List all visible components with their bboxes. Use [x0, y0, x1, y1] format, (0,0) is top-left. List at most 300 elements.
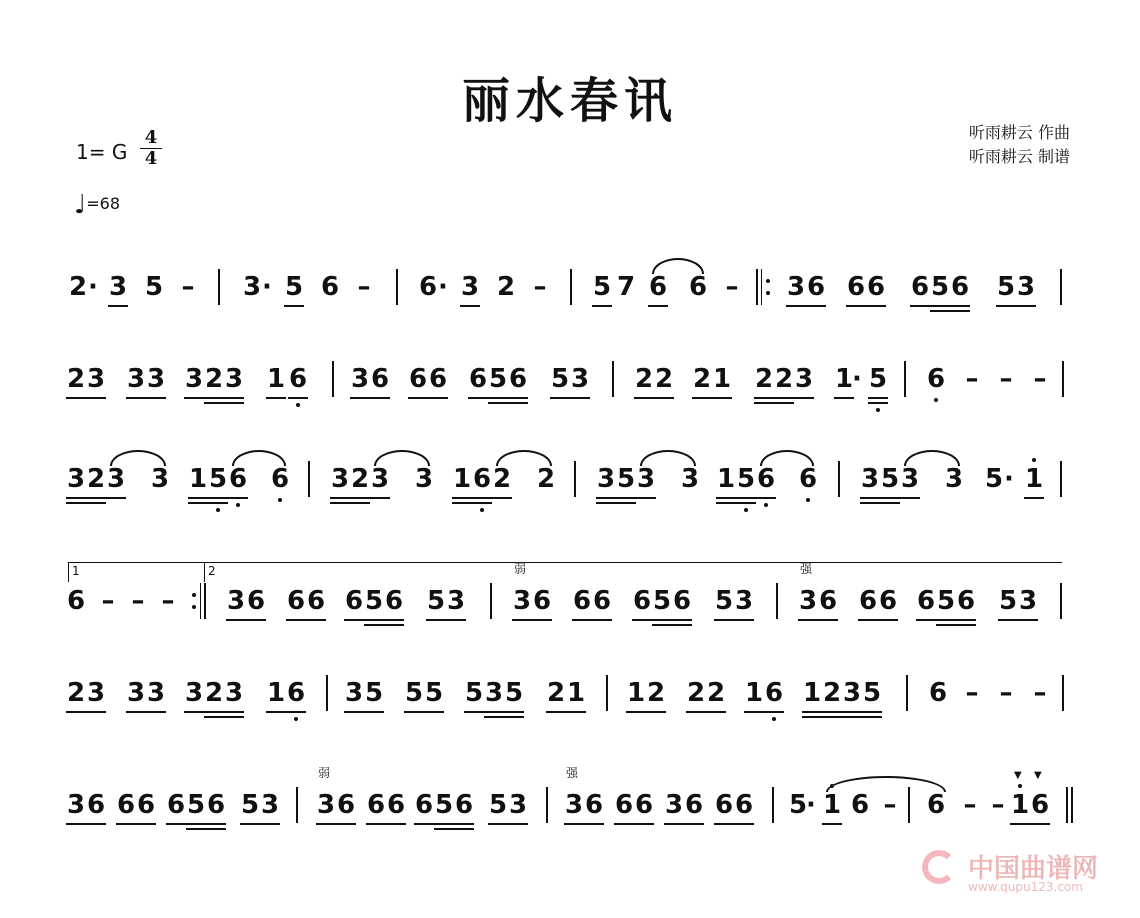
barline: [1062, 361, 1064, 397]
tempo-marking: [74, 190, 120, 220]
eighth-underline: [116, 823, 136, 825]
low-octave-dot: [278, 498, 282, 502]
jianpu-note: 1: [452, 464, 472, 494]
eighth-underline: [532, 619, 552, 621]
eighth-underline: [288, 397, 308, 399]
low-octave-dot: [876, 408, 880, 412]
jianpu-note: 5: [616, 464, 636, 494]
eighth-underline: [818, 619, 838, 621]
jianpu-note: 6: [764, 678, 784, 708]
eighth-underline: [446, 619, 466, 621]
eighth-underline: [636, 497, 656, 499]
volta-first-number: 1: [72, 564, 80, 578]
sixteenth-underline: [330, 502, 350, 504]
sixteenth-underline: [504, 716, 524, 718]
jianpu-note: 5: [714, 586, 734, 616]
eighth-underline: [224, 711, 244, 713]
jianpu-note: 5: [504, 678, 524, 708]
eighth-underline: [664, 823, 684, 825]
jianpu-note: 6: [634, 790, 654, 820]
sixteenth-underline: [842, 716, 862, 718]
volta-bracket: [68, 562, 1062, 563]
jianpu-note: 3: [596, 464, 616, 494]
sixteenth-underline: [434, 828, 454, 830]
repeat-end-barline: [204, 583, 206, 619]
eighth-underline: [260, 823, 280, 825]
sixteenth-underline: [956, 624, 976, 626]
jianpu-note: 6: [428, 364, 448, 394]
jianpu-note: 5: [592, 272, 612, 302]
jianpu-note: 6: [246, 586, 266, 616]
jianpu-note: 5: [652, 586, 672, 616]
jianpu-note: 3: [860, 464, 880, 494]
eighth-underline: [996, 305, 1016, 307]
time-signature: [140, 128, 162, 169]
jianpu-note: 1: [716, 464, 736, 494]
jianpu-note: 5: [736, 464, 756, 494]
jianpu-note: 3: [664, 790, 684, 820]
jianpu-note: 6: [206, 790, 226, 820]
jianpu-note: 3: [1018, 586, 1038, 616]
low-octave-dot: [296, 403, 300, 407]
jianpu-note: 6: [926, 364, 946, 394]
augmentation-dot: ·: [262, 272, 272, 302]
jianpu-note: 3: [260, 790, 280, 820]
eighth-underline: [734, 823, 754, 825]
jianpu-note: 3: [108, 272, 128, 302]
eighth-underline: [868, 397, 888, 399]
accent-icon: ▼: [1034, 770, 1042, 781]
time-signature-numerator: 4: [140, 128, 162, 149]
eighth-underline: [686, 711, 706, 713]
eighth-underline: [714, 619, 734, 621]
eighth-underline: [692, 397, 712, 399]
barline: [326, 675, 328, 711]
sixteenth-underline: [736, 502, 756, 504]
eighth-underline: [754, 397, 774, 399]
jianpu-note: 2: [204, 364, 224, 394]
jianpu-note: 6: [850, 790, 870, 820]
eighth-underline: [108, 305, 128, 307]
eighth-underline: [492, 497, 512, 499]
jianpu-note: 2: [492, 464, 512, 494]
eighth-underline: [286, 711, 306, 713]
score-row: [0, 678, 1140, 738]
jianpu-note: 2: [66, 364, 86, 394]
jianpu-note: 6: [366, 790, 386, 820]
jianpu-note: 6: [370, 364, 390, 394]
low-octave-dot: [480, 508, 484, 512]
eighth-underline: [226, 619, 246, 621]
sixteenth-underline: [774, 402, 794, 404]
eighth-underline: [672, 619, 692, 621]
eighth-underline: [786, 305, 806, 307]
jianpu-note: 3: [106, 464, 126, 494]
eighth-underline: [654, 397, 674, 399]
eighth-underline: [366, 823, 386, 825]
barline: [1060, 461, 1062, 497]
eighth-underline: [634, 397, 654, 399]
jianpu-note: 1: [626, 678, 646, 708]
eighth-underline: [546, 711, 566, 713]
eighth-underline: [384, 619, 404, 621]
eighth-underline: [866, 305, 886, 307]
sixteenth-underline: [350, 502, 370, 504]
sustain-dash: –: [999, 364, 1013, 394]
eighth-underline: [464, 711, 484, 713]
eighth-underline: [246, 619, 266, 621]
low-octave-dot: [236, 503, 240, 507]
sixteenth-underline: [488, 402, 508, 404]
jianpu-note: 6: [286, 678, 306, 708]
repeat-end-thin: [200, 583, 201, 619]
eighth-underline: [652, 619, 672, 621]
sustain-dash: –: [883, 790, 897, 820]
arranger-credit: 听雨耕云 制谱: [968, 147, 1070, 166]
barline: [906, 675, 908, 711]
score-row: [0, 464, 1140, 524]
barline: [1060, 269, 1062, 305]
jianpu-note: 6: [1030, 790, 1050, 820]
jianpu-note: 3: [1016, 272, 1036, 302]
jianpu-note: 3: [184, 678, 204, 708]
eighth-underline: [550, 397, 570, 399]
eighth-underline: [508, 823, 528, 825]
sixteenth-underline: [802, 716, 822, 718]
dynamic-soft: 弱: [514, 562, 527, 576]
repeat-start-thin: [761, 269, 762, 305]
jianpu-note: 1: [188, 464, 208, 494]
jianpu-note: 5: [996, 272, 1016, 302]
eighth-underline: [858, 619, 878, 621]
sixteenth-underline: [596, 502, 616, 504]
jianpu-note: 6: [798, 464, 818, 494]
jianpu-note: 6: [648, 272, 668, 302]
eighth-underline: [330, 497, 350, 499]
high-octave-dot: [1018, 784, 1022, 788]
jianpu-note: 3: [460, 272, 480, 302]
eighth-underline: [930, 305, 950, 307]
barline: [490, 583, 492, 619]
jianpu-note: 3: [944, 464, 964, 494]
jianpu-note: 3: [126, 364, 146, 394]
jianpu-note: 5: [880, 464, 900, 494]
sixteenth-underline: [66, 502, 86, 504]
eighth-underline: [806, 305, 826, 307]
sustain-dash: –: [965, 364, 979, 394]
eighth-underline: [936, 619, 956, 621]
sustain-dash: –: [131, 586, 145, 616]
jianpu-note: 1: [822, 790, 842, 820]
barline: [1060, 583, 1062, 619]
eighth-underline: [734, 619, 754, 621]
eighth-underline: [632, 619, 652, 621]
sixteenth-underline: [364, 624, 384, 626]
jianpu-note: 3: [794, 364, 814, 394]
low-octave-dot: [806, 498, 810, 502]
eighth-underline: [228, 497, 248, 499]
augmentation-dot: ·: [1004, 464, 1014, 494]
eighth-underline: [744, 711, 764, 713]
sustain-dash: –: [161, 586, 175, 616]
eighth-underline: [266, 397, 286, 399]
eighth-underline: [364, 711, 384, 713]
score-title: 丽水春讯: [461, 73, 678, 129]
eighth-underline: [468, 397, 488, 399]
eighth-underline: [66, 397, 86, 399]
eighth-underline: [136, 823, 156, 825]
jianpu-note: 3: [636, 464, 656, 494]
jianpu-note: 3: [330, 464, 350, 494]
jianpu-note: 2: [692, 364, 712, 394]
eighth-underline: [592, 305, 612, 307]
eighth-underline: [684, 823, 704, 825]
jianpu-note: 6: [916, 586, 936, 616]
jianpu-note: 5: [284, 272, 304, 302]
jianpu-note: 3: [150, 464, 170, 494]
jianpu-note: 6: [418, 272, 438, 302]
eighth-underline: [204, 711, 224, 713]
jianpu-note: 2: [634, 364, 654, 394]
composer-credit: 听雨耕云 作曲: [968, 123, 1070, 142]
jianpu-note: 3: [564, 790, 584, 820]
jianpu-note: 2: [654, 364, 674, 394]
sixteenth-underline: [936, 624, 956, 626]
jianpu-note: 3: [570, 364, 590, 394]
jianpu-note: 3: [224, 678, 244, 708]
repeat-dots: [192, 593, 196, 617]
jianpu-note: 5: [868, 364, 888, 394]
jianpu-note: 6: [818, 586, 838, 616]
jianpu-note: 5: [364, 586, 384, 616]
jianpu-note: 1: [744, 678, 764, 708]
sixteenth-underline: [930, 310, 950, 312]
key-signature: 1= G: [76, 140, 128, 164]
eighth-underline: [364, 619, 384, 621]
eighth-underline: [626, 711, 646, 713]
eighth-underline: [428, 397, 448, 399]
sixteenth-underline: [868, 402, 888, 404]
sustain-dash: –: [725, 272, 739, 302]
eighth-underline: [862, 711, 882, 713]
barline: [776, 583, 778, 619]
sustain-dash: –: [1033, 678, 1047, 708]
eighth-underline: [224, 397, 244, 399]
eighth-underline: [266, 711, 286, 713]
eighth-underline: [1018, 619, 1038, 621]
sustain-dash: –: [965, 678, 979, 708]
time-signature-denominator: 4: [144, 148, 158, 169]
eighth-underline: [998, 619, 1018, 621]
jianpu-note: 2: [204, 678, 224, 708]
barline: [772, 787, 774, 823]
score-row: [0, 562, 1140, 646]
jianpu-note: 5: [144, 272, 164, 302]
jianpu-note: 3: [786, 272, 806, 302]
eighth-underline: [146, 711, 166, 713]
eighth-underline: [306, 619, 326, 621]
jianpu-note: 2: [546, 678, 566, 708]
jianpu-note: 3: [316, 790, 336, 820]
eighth-underline: [566, 711, 586, 713]
sixteenth-underline: [186, 828, 206, 830]
jianpu-note: 3: [242, 272, 262, 302]
eighth-underline: [488, 397, 508, 399]
sustain-dash: –: [357, 272, 371, 302]
eighth-underline: [472, 497, 492, 499]
jianpu-note: 3: [344, 678, 364, 708]
jianpu-note: 6: [384, 586, 404, 616]
eighth-underline: [208, 497, 228, 499]
eighth-underline: [86, 823, 106, 825]
eighth-underline: [596, 497, 616, 499]
jianpu-note: 2: [68, 272, 88, 302]
eighth-underline: [454, 823, 474, 825]
final-barline: [1066, 787, 1073, 823]
jianpu-note: 5: [426, 586, 446, 616]
volta-second-number: 2: [208, 564, 216, 578]
eighth-underline: [452, 497, 472, 499]
jianpu-note: 5: [464, 678, 484, 708]
augmentation-dot: ·: [852, 364, 862, 394]
jianpu-note: 3: [484, 678, 504, 708]
jianpu-note: 6: [950, 272, 970, 302]
sixteenth-underline: [86, 502, 106, 504]
sixteenth-underline: [716, 502, 736, 504]
eighth-underline: [878, 619, 898, 621]
jianpu-note: 3: [370, 464, 390, 494]
sixteenth-underline: [652, 624, 672, 626]
eighth-underline: [512, 619, 532, 621]
eighth-underline: [1024, 497, 1044, 499]
barline: [838, 461, 840, 497]
eighth-underline: [186, 823, 206, 825]
jianpu-note: 6: [532, 586, 552, 616]
low-octave-dot: [294, 717, 298, 721]
jianpu-note: 2: [496, 272, 516, 302]
jianpu-note: 3: [414, 464, 434, 494]
jianpu-note: 6: [878, 586, 898, 616]
jianpu-note: 2: [646, 678, 666, 708]
eighth-underline: [798, 619, 818, 621]
eighth-underline: [564, 823, 584, 825]
jianpu-note: 6: [508, 364, 528, 394]
barline: [1062, 675, 1064, 711]
eighth-underline: [434, 823, 454, 825]
sixteenth-underline: [472, 502, 492, 504]
jianpu-note: 3: [146, 678, 166, 708]
tempo-value: =68: [86, 194, 121, 213]
sixteenth-underline: [672, 624, 692, 626]
eighth-underline: [408, 397, 428, 399]
jianpu-note: 5: [240, 790, 260, 820]
jianpu-note: 3: [224, 364, 244, 394]
jianpu-note: 3: [900, 464, 920, 494]
jianpu-note: 3: [226, 586, 246, 616]
jianpu-note: 3: [680, 464, 700, 494]
jianpu-note: 6: [66, 586, 86, 616]
eighth-underline: [712, 397, 732, 399]
eighth-underline: [86, 497, 106, 499]
jianpu-note: 6: [584, 790, 604, 820]
barline: [908, 787, 910, 823]
eighth-underline: [736, 497, 756, 499]
eighth-underline: [106, 497, 126, 499]
jianpu-note: 6: [228, 464, 248, 494]
eighth-underline: [794, 397, 814, 399]
jianpu-note: 3: [86, 678, 106, 708]
jianpu-note: 6: [806, 272, 826, 302]
sixteenth-underline: [188, 502, 208, 504]
score-row: [0, 272, 1140, 332]
jianpu-note: 6: [270, 464, 290, 494]
sustain-dash: –: [963, 790, 977, 820]
watermark-brand: 中国曲谱网: [968, 854, 1099, 884]
augmentation-dot: ·: [88, 272, 98, 302]
score-row: [0, 766, 1140, 850]
jianpu-note: 6: [910, 272, 930, 302]
volta-second-mark: [204, 562, 205, 582]
jianpu-note: 3: [184, 364, 204, 394]
jianpu-note: 6: [714, 790, 734, 820]
barline: [546, 787, 548, 823]
eighth-underline: [86, 711, 106, 713]
score-row: [0, 364, 1140, 424]
eighth-underline: [648, 305, 668, 307]
jianpu-note: 5: [550, 364, 570, 394]
jianpu-note: 5: [208, 464, 228, 494]
watermark-url: www.qupu123.com: [968, 880, 1083, 894]
jianpu-note: 6: [592, 586, 612, 616]
eighth-underline: [860, 497, 880, 499]
jianpu-note: 6: [866, 272, 886, 302]
low-octave-dot: [764, 503, 768, 507]
eighth-underline: [716, 497, 736, 499]
eighth-underline: [846, 305, 866, 307]
jianpu-note: 2: [822, 678, 842, 708]
dynamic-strong: 强: [800, 562, 813, 576]
sixteenth-underline: [224, 716, 244, 718]
eighth-underline: [126, 711, 146, 713]
barline: [332, 361, 334, 397]
eighth-underline: [484, 711, 504, 713]
sixteenth-underline: [860, 502, 880, 504]
eighth-underline: [764, 711, 784, 713]
eighth-underline: [86, 397, 106, 399]
jianpu-note: 6: [408, 364, 428, 394]
sixteenth-underline: [204, 716, 224, 718]
eighth-underline: [584, 823, 604, 825]
eighth-underline: [834, 397, 854, 399]
eighth-underline: [414, 823, 434, 825]
augmentation-dot: ·: [806, 790, 816, 820]
jianpu-note: 3: [86, 364, 106, 394]
accent-icon: ▼: [1014, 770, 1022, 781]
jianpu-note: 1: [266, 364, 286, 394]
jianpu-note: 1: [1010, 790, 1030, 820]
barline: [396, 269, 398, 305]
eighth-underline: [706, 711, 726, 713]
repeat-dots: [766, 279, 770, 303]
eighth-underline: [714, 823, 734, 825]
jianpu-note: 6: [614, 790, 634, 820]
eighth-underline: [184, 711, 204, 713]
jianpu-note: 6: [846, 272, 866, 302]
sixteenth-underline: [204, 402, 224, 404]
eighth-underline: [404, 711, 424, 713]
eighth-underline: [508, 397, 528, 399]
sustain-dash: –: [991, 790, 1005, 820]
